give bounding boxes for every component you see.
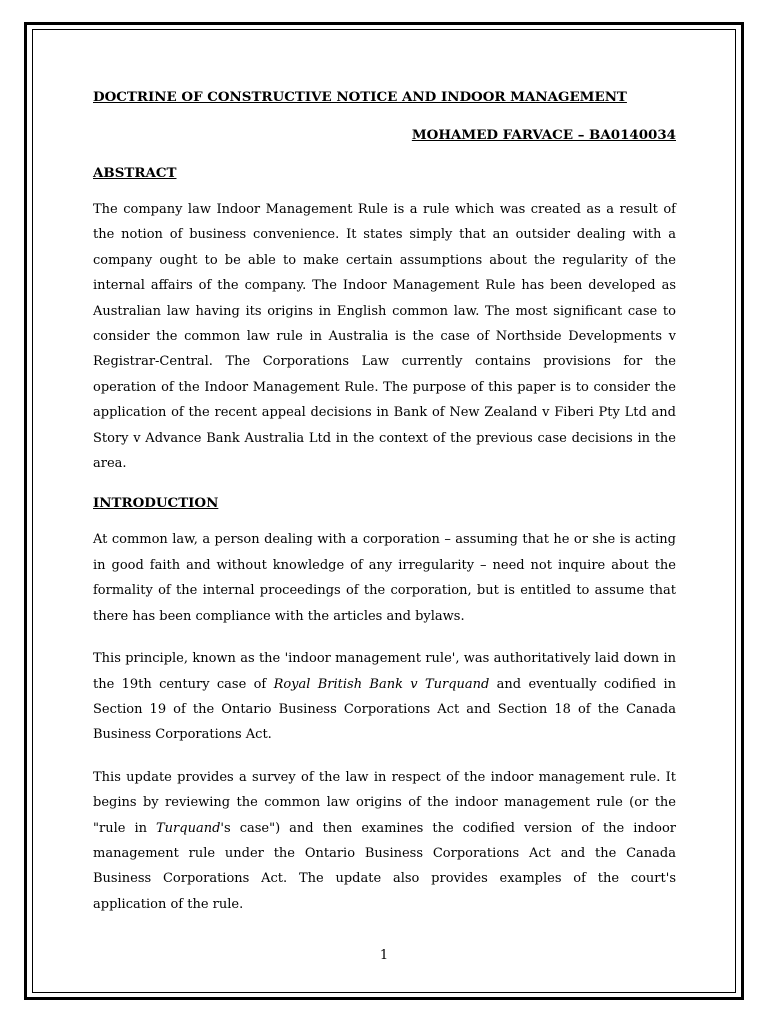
paragraph-text: 's case") and then examines the codified version of the indoor management rule under the Ontario Business Corporations Act and the Canada Business Corporations Act. The update also provides examples of the court's application of the rule. [93,820,676,912]
document-body [93,86,676,917]
abstract-heading: ABSTRACT [93,165,177,181]
paragraph-text: This update provides a survey of the law in respect of the indoor management rule. It begins by reviewing the common law origins of the indoor management rule (or the "rule in [93,769,676,836]
page-number: 1 [379,948,389,963]
case-name: Turquand [156,820,221,836]
document-author: MOHAMED FARVACE – BA0140034 [411,127,676,143]
paragraph-text: This principle, known as the 'indoor management rule', was authoritatively laid down in the 19th century case of [93,651,676,692]
abstract-paragraph: The company law Indoor Management Rule is a rule which was created as a result of the notion of business convenience. It states simply that an outsider dealing with a company ought to be able to make certain assumptions about the regularity of the internal affairs of the company. The Indoor Management Rule has been developed as Australian law having its origins in English common law. The most significant case to consider the common law rule in Australia is the case of Northside Developments v Registrar-Central. The Corporations Law currently contains provisions for the operation of the Indoor Management Rule. The purpose of this paper is to consider the application of the recent appeal decisions in Bank of New Zealand v Fiberi Pty Ltd and Story v Advance Bank Australia Ltd in the context of the previous case decisions in the area. [93,202,676,472]
introduction-paragraph-2 [93,646,676,748]
introduction-paragraph-3 [93,765,676,917]
introduction-heading: INTRODUCTION [93,495,219,512]
paragraph-text: and eventually codified in Section 19 of the Ontario Business Corporations Act and Section 18 of the Canada Business Corporations Act. [93,676,676,743]
introduction-paragraph-1: At common law, a person dealing with a corporation – assuming that he or she is acting in good faith and without knowledge of any irregularity – need not inquire about the formality of the internal proceedings of the corporation, but is entitled to assume that there has been compliance with the articles and bylaws. [93,532,676,624]
document-title: DOCTRINE OF CONSTRUCTIVE NOTICE AND INDOOR MANAGEMENT [93,89,627,105]
case-name: Royal British Bank v Turquand [273,676,490,692]
